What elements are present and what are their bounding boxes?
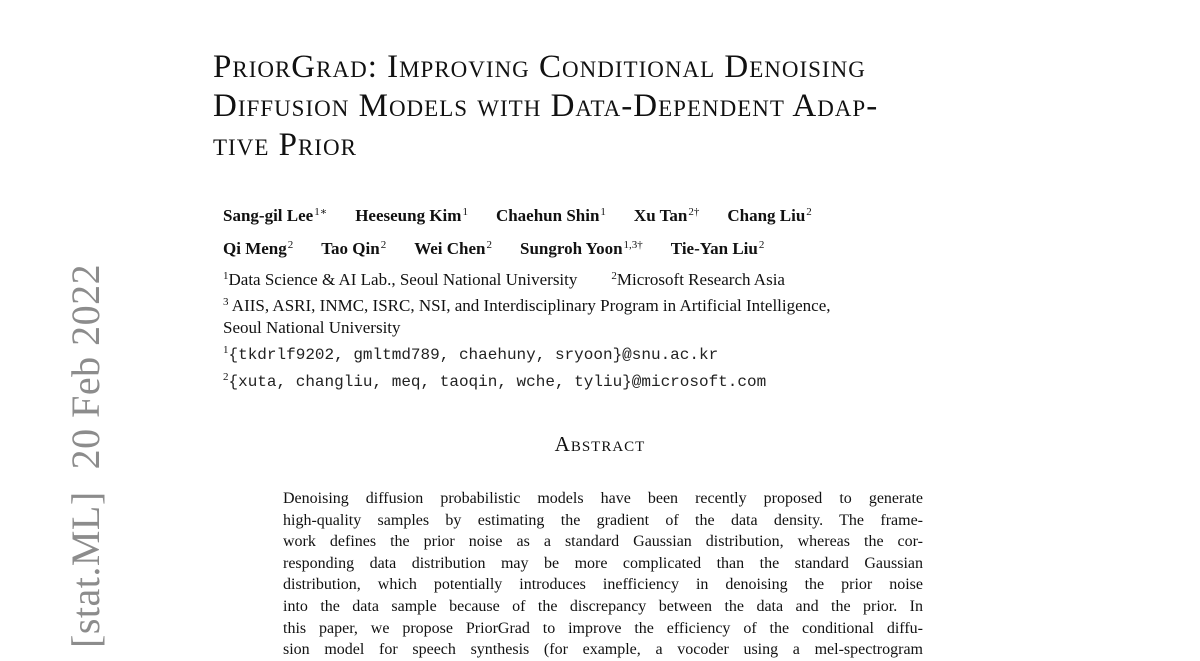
author — [634, 198, 699, 231]
author — [223, 231, 293, 264]
author — [520, 231, 643, 264]
author-row-1 — [223, 198, 983, 231]
title-line: PriorGrad: Improving Conditional Denoising — [213, 49, 866, 85]
affiliation-line — [223, 291, 963, 317]
abstract-heading: Abstract — [554, 432, 646, 456]
email-snu: {tkdrlf9202, gmltmd789, chaehuny, sryoon}@snu.ac.kr — [228, 346, 719, 364]
author — [671, 231, 765, 264]
affil-mark: 2 — [611, 270, 617, 282]
author-name: Chang Liu — [727, 206, 806, 225]
affil-mark: 3 — [223, 296, 229, 308]
email-line — [223, 366, 963, 393]
abstract-line: into the data sample because of the discrepancy between the data and the prior. In — [283, 597, 923, 615]
author-name: Wei Chen — [414, 239, 486, 258]
author-name: Chaehun Shin — [495, 206, 600, 225]
abstract-line: high-quality samples by estimating the gradient of the data density. The frame- — [283, 511, 923, 529]
author-affil-mark: 2 — [758, 239, 765, 251]
author-name: Sang-gil Lee — [223, 206, 314, 225]
title-line: tive Prior — [213, 127, 357, 163]
affiliations — [223, 265, 963, 393]
author-row-2 — [223, 231, 983, 264]
author-list — [223, 198, 983, 264]
affil-mark: 2 — [223, 371, 229, 383]
arxiv-category: [stat.ML] — [63, 491, 108, 648]
author-affil-mark: 2 — [806, 206, 812, 218]
author — [355, 198, 468, 231]
email-microsoft: {xuta, changliu, meq, taoqin, wche, tyliu}@microsoft.com — [228, 373, 767, 391]
affil-mark: 1 — [223, 270, 229, 282]
author-affil-mark: 1,3† — [623, 239, 643, 251]
author — [496, 198, 606, 231]
author-affil-mark: 2 — [486, 239, 492, 251]
title-line: Diffusion Models with Data-Dependent Adap- — [213, 88, 879, 124]
abstract-body — [283, 488, 923, 661]
author-affil-mark: 1 — [600, 206, 606, 218]
author-name: Qi Meng — [223, 239, 287, 258]
author — [414, 231, 492, 264]
author — [321, 231, 386, 264]
author-affil-mark: 2 — [380, 239, 387, 251]
author-name: Tao Qin — [321, 239, 380, 258]
affiliation-line — [223, 317, 963, 339]
abstract-line: work defines the prior noise as a standard Gaussian distribution, whereas the cor- — [283, 533, 923, 551]
email-line — [223, 339, 963, 366]
author — [727, 198, 811, 231]
paper-title — [213, 48, 1013, 165]
abstract-line: Denoising diffusion probabilistic models have been recently proposed to generate — [283, 490, 923, 507]
affiliation-aiis: AIIS, ASRI, INMC, ISRC, NSI, and Interdisciplinary Program in Artificial Intelligence, — [228, 296, 831, 315]
author-name: Xu Tan — [633, 206, 688, 225]
author-affil-mark: 2† — [688, 206, 700, 218]
author-affil-mark: 2 — [287, 239, 294, 251]
abstract-line: sion model for speech synthesis (for example, a vocoder using a mel-spectrogram — [283, 641, 923, 659]
affil-mark: 1 — [223, 344, 229, 356]
arxiv-date: 20 Feb 2022 — [63, 263, 108, 470]
author-name: Tie-Yan Liu — [670, 239, 758, 258]
abstract-line: this paper, we propose PriorGrad to improve the efficiency of the conditional diffu- — [283, 619, 923, 637]
author-affil-mark: 1 — [462, 206, 468, 218]
affiliation-line — [223, 265, 963, 291]
abstract-line: distribution, which potentially introduces inefficiency in denoising the prior noise — [283, 576, 923, 594]
author-name: Sungroh Yoon — [520, 239, 623, 258]
author-affil-mark: 1∗ — [314, 206, 328, 218]
affiliation-msra: Microsoft Research Asia — [616, 270, 785, 289]
abstract-line: responding data distribution may be more complicated than the standard Gaussian — [283, 554, 923, 572]
author-name: Heeseung Kim — [355, 206, 462, 225]
affiliation-snu: Data Science & AI Lab., Seoul National University — [228, 270, 578, 289]
author — [223, 198, 327, 231]
affiliation-aiis-cont: Seoul National University — [223, 318, 401, 337]
